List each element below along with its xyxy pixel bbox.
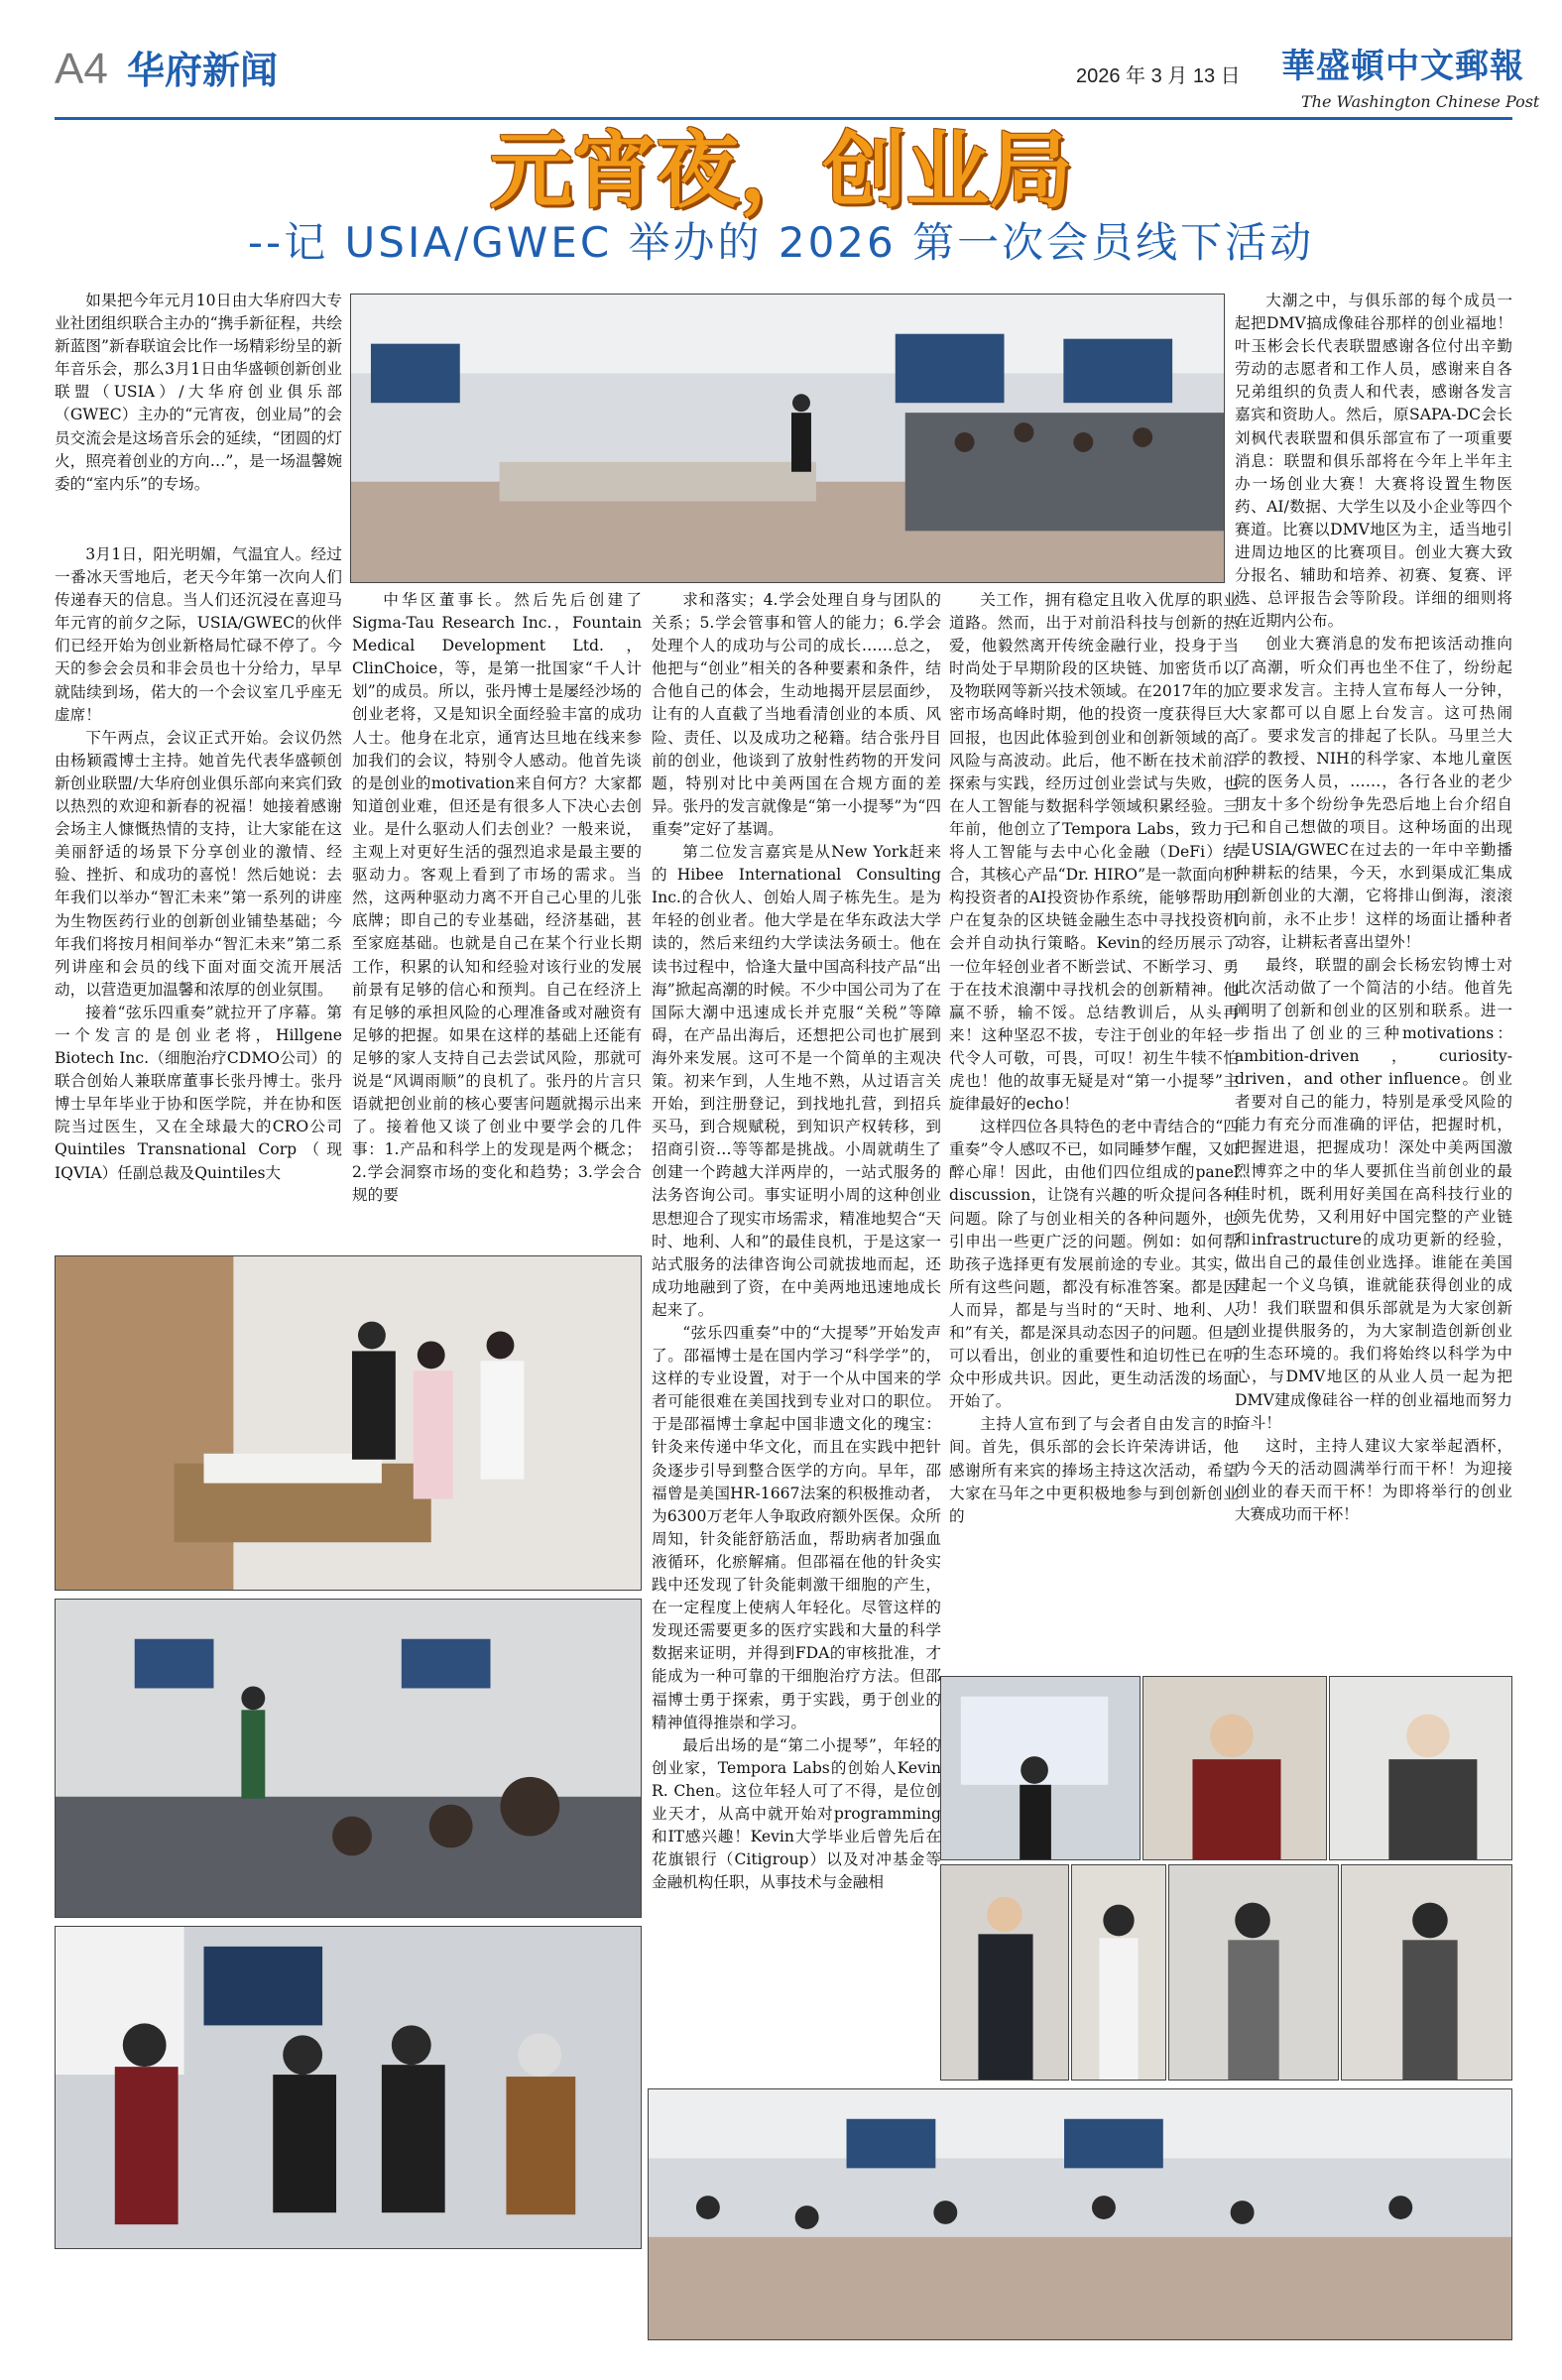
photo-speaker-woman [1168, 1864, 1339, 2081]
page-number: A4 [55, 45, 108, 93]
article-paragraph: 求和落实；4.学会处理自身与团队的关系；5.学会管事和管人的能力；6.学会处理个人的成功与公司的成长……总之，他把与“创业”相关的各种要素和条件，结合他自己的体会，生动地揭开层层面纱，让有的人直截了当地看清创业的本质、风险、责任、以及成功之秘籍。结合张丹目前的创业，他谈到了放射性药物的开发问题，特别对比中美两国在合规方面的差异。张丹的发言就像是“第一小提琴”为“四重奏”定好了基调。 [652, 591, 941, 838]
article-paragraph: “弦乐四重奏”中的“大提琴”开始发声了。邵福博士是在国内学习“科学学”的，这样的专业设置，对于一个从中国来的学者可能很难在美国找到专业对口的职位。于是邵福博士拿起中国非遗文化的瑰宝：针灸来传递中华文化，而且在实践中把针灸逐步引导到整合医学的方向。早年，邵福曾是美国HR-1667法案的积极推动者，为6300万老年人争取政府额外医保。众所周知，针灸能舒筋活血，帮助病者加强血液循环，化瘀解痛。但邵福在他的针灸实践中还发现了针灸能刺激干细胞的产生，在一定程度上使病人年轻化。尽管这样的发现还需要更多的医疗实践和大量的科学数据来证明，并得到FDA的审核批准，才能成为一种可靠的干细胞治疗方法。但邵福博士勇于探索，勇于实践，勇于创业的精神值得推崇和学习。 [652, 1324, 941, 1731]
masthead-english: The Washington Chinese Post [1301, 92, 1540, 111]
photo-speaker-applause [1341, 1864, 1512, 2081]
column-5 [1235, 290, 1512, 1666]
photo-speaker-suit [940, 1864, 1069, 2081]
photo-speaker-projector [940, 1676, 1141, 1860]
photo-speaker-red-jacket [1142, 1676, 1327, 1860]
article-paragraph: 3月1日，阳光明媚，气温宜人。经过一番冰天雪地后，老天今年第一次向人们传递春天的信息。当人们还沉浸在喜迎马年元宵的前夕之际，USIA/GWEC的伙伴们已经开始为创业新格局忙碌不停了。今天的参会会员和非会员也十分给力，早早就陆续到场，偌大的一个会议室几乎座无虚席！ [55, 545, 342, 724]
column-4 [949, 589, 1239, 1666]
masthead-logo: 華盛頓中文郵報 [1281, 47, 1524, 86]
header-rule [55, 117, 1512, 120]
article-paragraph: 创业大赛消息的发布把该活动推向了高潮，听众们再也坐不住了，纷纷起立要求发言。主持人宣布每人一分钟，大家都可以自愿上台发言。这可热闹了。要求发言的排起了长队。马里兰大学的教授、NIH的科学家、本地儿童医院的医务人员，……，各行各业的老少朋友十多个纷纷争先恐后地上台介绍自己和自己想做的项目。这种场面的出现是USIA/GWEC在过去的一年中辛勤播种耕耘的结果，今天，水到渠成汇集成创新创业的大潮，它将排山倒海，滚滚向前，永不止步！这样的场面让播种者动容，让耕耘者喜出望外！ [1235, 635, 1512, 951]
issue-date: 2026 年 3 月 13 日 [1076, 65, 1241, 87]
photo-panel-presentation [55, 1599, 642, 1918]
article-paragraph: 最终，联盟的副会长杨宏钧博士对此次活动做了一个简洁的小结。他首先阐明了创新和创业的区别和联系。进一步指出了创业的三种motivations：ambition-driven，curiosity-driven，and other influence。创业者要对自己的能力，特别是承受风险的能力有充分而准确的评估，把握时机，把握进退，把握成功！深处中美两国激烈博弈之中的华人要抓住当前创业的最佳时机，既利用好美国在高科技行业的领先优势，又利用好中国完整的产业链和infrastructure的成功更新的经验，做出自己的最佳创业选择。谁能在美国建起一个义乌镇，谁就能获得创业的成功！我们联盟和俱乐部就是为大家创新创业提供服务的，为大家制造创新创业的生态环境的。我们将始终以科学为中心，与DMV地区的从业人员一起为把DMV建成像硅谷一样的创业福地而努力奋斗！ [1235, 955, 1512, 1432]
photo-speakers-seated [55, 1926, 642, 2249]
article-paragraph: 如果把今年元月10日由大华府四大专业社团组织联合主办的“携手新征程，共绘新蓝图”新春联谊会比作一场精彩纷呈的新年音乐会，那么3月1日由华盛顿创新创业联盟（USIA）/大华府创业俱乐部（GWEC）主办的“元宵夜，创业局”的会员交流会是这场音乐会的延续，“团圆的灯火，照亮着创业的方向…”，是一场温馨婉委的“室内乐”的专场。 [55, 292, 342, 493]
article-paragraph: 第二位发言嘉宾是从New York赶来的Hibee International Consulting Inc.的合伙人、创始人周子栋先生。是为年轻的创业者。他大学是在华东政法大学读的，然后来纽约大学读法务硕士。他在读书过程中，恰逢大量中国高科技产品“出海”掀起高潮的时候。不少中国公司为了在国际大潮中迅速成长并克服“关税”等障碍，在产品出海后，还想把公司也扩展到海外来发展。这可不是一个简单的主观决策。初来乍到，人生地不熟，从过语言关开始，到注册登记，到找地扎营，到招兵买马，到合规赋税，到知识产权转移，到招商引资…等等都是挑战。小周就萌生了创建一个跨越大洋两岸的，一站式服务的法务咨询公司。事实证明小周的这种创业思想迎合了现实市场需求，精准地契合“天时、地利、人和”的最佳良机，于是这家一站式服务的法律咨询公司就拔地而起，还成功地融到了资，在中美两地迅速地成长起来了。 [652, 843, 941, 1319]
column-1-bottom [55, 543, 342, 1248]
article-paragraph: 最后出场的是“第二小提琴”，年轻的创业家，Tempora Labs的创始人Kevin R. Chen。这位年轻人可了不得，是位创业天才，从高中就开始对programming和IT感兴趣！Kevin大学毕业后曾先后在花旗银行（Citigroup）以及对冲基金等金融机构任职，从事技术与金融相 [652, 1735, 941, 1892]
article-paragraph: 主持人宣布到了与会者自由发言的时间。首先，俱乐部的会长许荣涛讲话，他感谢所有来宾的捧场主持这次活动，希望大家在马年之中更积极地参与到创新创业的 [949, 1415, 1239, 1525]
article-paragraph: 大潮之中，与俱乐部的每个成员一起把DMV搞成像硅谷那样的创业福地！叶玉彬会长代表联盟感谢各位付出辛勤劳动的志愿者和工作人员，感谢来自各兄弟组织的负责人和代表，感谢各发言嘉宾和资助人。然后，原SAPA-DC会长刘枫代表联盟和俱乐部宣布了一项重要消息：联盟和俱乐部将在今年上半年主办一场创业大赛！大赛将设置生物医药、AI/数据、大学生以及小企业等四个赛道。比赛以DMV地区为主，适当地引进周边地区的比赛项目。创业大赛大致分报名、辅助和培养、初赛、复赛、评选、总评报告会等阶段。详细的细则将在近期内公布。 [1235, 292, 1512, 631]
photo-speaker-white-hair [1329, 1676, 1512, 1860]
article-paragraph: 接着“弦乐四重奏”就拉开了序幕。第一个发言的是创业老将，Hillgene Biotech Inc.（细胞治疗CDMO公司）的联合创始人兼联席董事长张丹博士。张丹博士早年毕业于协和医学院，并在协和医院当过医生，又在全球最大的CRO公司Quintiles Transnational Corp（现IQVIA）任副总裁及Quintiles大 [55, 1003, 342, 1182]
article-title: 元宵夜，创业局 [489, 122, 1073, 219]
photo-speaker-glasses [1071, 1864, 1166, 2081]
photo-meeting-room [350, 294, 1225, 583]
article-paragraph: 这样四位各具特色的老中青结合的“四重奏”令人感叹不已，如同睡梦乍醒，又如醉心扉！因此，由他们四位组成的panel discussion，让饶有兴趣的听众提问各种问题。除了与创业相关的各种问题外，也引申出一些更广泛的问题。例如：如何帮助孩子选择更有发展前途的专业。其实，所有这些问题，都没有标准答案。都是因人而异，都是与当时的“天时、地利、人和”有关，都是深具动态因子的问题。但是可以看出，创业的重要性和迫切性已在听众中形成共识。因此，更生动活泼的场面开始了。 [949, 1118, 1239, 1411]
section-title: 华府新闻 [127, 49, 279, 92]
article-paragraph: 下午两点，会议正式开始。会议仍然由杨颖霞博士主持。她首先代表华盛顿创新创业联盟/大华府创业俱乐部向来宾们致以热烈的欢迎和新春的祝福！她接着感谢会场主人慷慨热情的支持，让大家能在这美丽舒适的场景下分享创业的激情、经验、挫折、和成功的喜悦！然后她说：去年我们以举办“智汇未来”第一系列的讲座为生物医药行业的创新创业铺垫基础；今年我们将按月相间举办“智汇未来”第二系列讲座和会员的线下面对面交流开展活动，以营造更加温馨和浓厚的创业氛围。 [55, 728, 342, 999]
column-1-top [55, 290, 342, 539]
article-paragraph: 关工作，拥有稳定且收入优厚的职业道路。然而，出于对前沿科技与创新的热爱，他毅然离开传统金融行业，投身于当时尚处于早期阶段的区块链、加密货币以及物联网等新兴技术领域。在2017年的加密市场高峰时期，他的投资一度获得巨大回报，也因此体验到创业和创新领域的高风险与高波动。此后，他不断在技术前沿探索与实践，经历过创业尝试与失败，也在人工智能与数据科学领域积累经验。三年前，他创立了Tempora Labs，致力于将人工智能与去中心化金融（DeFi）结合，其核心产品“Dr. HIRO”是一款面向机构投资者的AI投资协作系统，能够帮助用户在复杂的区块链金融生态中寻找投资机会并自动执行策略。Kevin的经历展示了一位年轻创业者不断尝试、不断学习、勇于在技术浪潮中寻找机会的创新精神。他赢不骄，输不馁。总结教训后，从头再来！这种坚忍不拔，专注于创业的年轻一代令人可敬，可畏，可叹！初生牛犊不怕虎也！他的故事无疑是对“第一小提琴”主旋律最好的echo！ [949, 591, 1239, 1114]
column-2 [352, 589, 642, 1248]
photo-table-discussion [55, 1255, 642, 1591]
article-paragraph: 中华区董事长。然后先后创建了Sigma-Tau Research Inc.，Fountain Medical Development Ltd.，ClinChoice，等，是第一批国家“千人计划”的成员。所以，张丹博士是屡经沙场的创业老将，又是知识全面经验丰富的成功人士。他身在北京，通宵达旦地在线来参加我们的会议，特别令人感动。他首先谈的是创业的motivation来自何方？大家都知道创业难，但还是有很多人下决心去创业。是什么驱动人们去创业？一般来说，主观上对更好生活的强烈追求是最主要的驱动力。客观上看到了市场的需求。当然，这两种驱动力离不开自己心里的儿张底牌；即自己的专业基础，经济基础，甚至家庭基础。也就是自己在某个行业长期工作，积累的认知和经验对该行业的发展前景有足够的信心和预判。自己在经济上有足够的承担风险的心理准备或对融资有足够的把握。如果在这样的基础上还能有足够的家人支持自己去尝试风险，那就可说是“风调雨顺”的良机了。张丹的片言只语就把创业前的核心要害问题就揭示出来了。接着他又谈了创业中要学会的几件事：1.产品和科学上的发现是两个概念；2.学会洞察市场的变化和趋势；3.学会合规的要 [352, 591, 642, 1205]
column-3 [652, 589, 941, 2092]
article-subtitle: --记 USIA/GWEC 举办的 2026 第一次会员线下活动 [247, 218, 1315, 267]
photo-group-toast [648, 2088, 1512, 2340]
article-paragraph: 这时，主持人建议大家举起酒杯，为今天的活动圆满举行而干杯！为迎接创业的春天而干杯！为即将举行的创业大赛成功而干杯！ [1235, 1436, 1512, 1523]
